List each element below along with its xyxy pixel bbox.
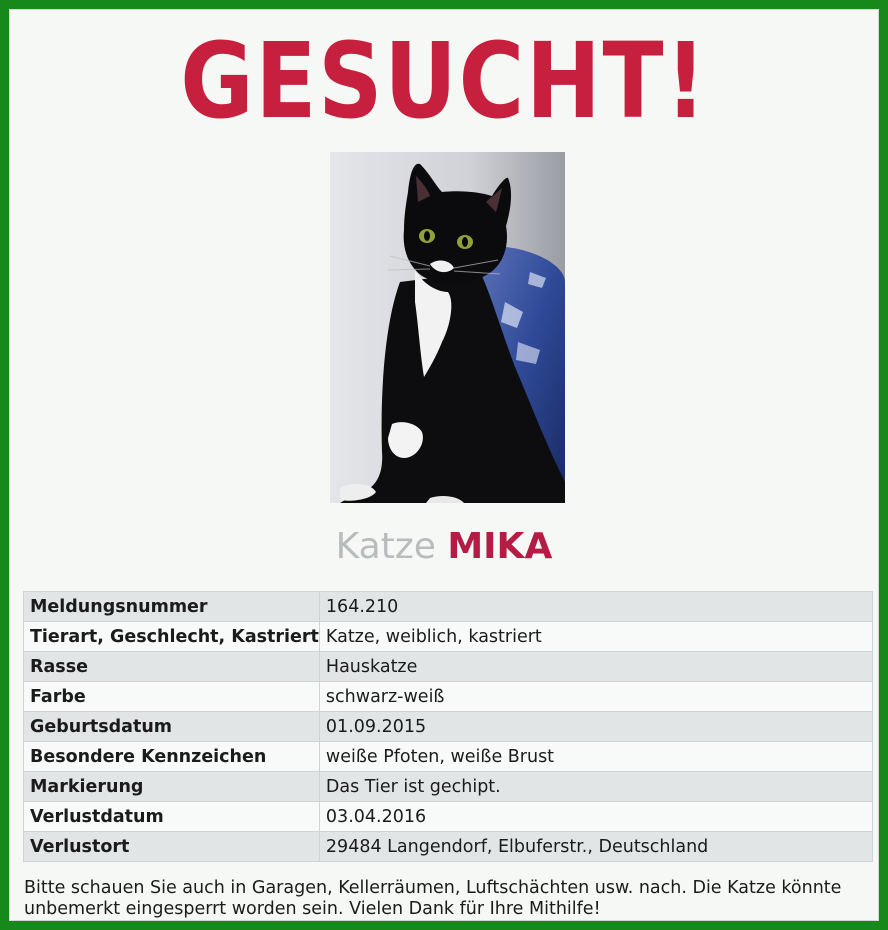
cat-photo	[330, 152, 565, 503]
details-row	[24, 742, 873, 772]
details-row	[24, 712, 873, 742]
details-value: 03.04.2016	[319, 802, 872, 832]
search-appeal-note: Bitte schauen Sie auch in Garagen, Kellerräumen, Luftschächten usw. nach. Die Katze könnte unbemerkt eingesperrt worden sein. Vielen Dank für Ihre Mithilfe!	[24, 878, 842, 919]
details-row	[24, 802, 873, 832]
pet-details-table	[23, 591, 873, 862]
details-key: Besondere Kennzeichen	[24, 742, 320, 772]
pet-title	[10, 522, 878, 572]
poster-headline: GESUCHT!	[180, 20, 708, 142]
details-key: Markierung	[24, 772, 320, 802]
details-key: Verlustort	[24, 832, 320, 862]
details-key: Verlustdatum	[24, 802, 320, 832]
details-key: Geburtsdatum	[24, 712, 320, 742]
details-row	[24, 772, 873, 802]
details-key: Tierart, Geschlecht, Kastriert	[24, 622, 320, 652]
details-value: 01.09.2015	[319, 712, 872, 742]
details-row	[24, 682, 873, 712]
details-key: Rasse	[24, 652, 320, 682]
pet-name: MIKA	[447, 526, 553, 567]
details-value: weiße Pfoten, weiße Brust	[319, 742, 872, 772]
details-row	[24, 592, 873, 622]
details-value: Das Tier ist gechipt.	[319, 772, 872, 802]
details-row	[24, 652, 873, 682]
details-value: 164.210	[319, 592, 872, 622]
details-value: 29484 Langendorf, Elbuferstr., Deutschland	[319, 832, 872, 862]
details-row	[24, 622, 873, 652]
details-key: Meldungsnummer	[24, 592, 320, 622]
details-value: Hauskatze	[319, 652, 872, 682]
pet-species: Katze	[335, 526, 436, 567]
details-value: schwarz-weiß	[319, 682, 872, 712]
details-row	[24, 832, 873, 862]
details-key: Farbe	[24, 682, 320, 712]
missing-pet-poster	[9, 9, 879, 921]
details-value: Katze, weiblich, kastriert	[319, 622, 872, 652]
